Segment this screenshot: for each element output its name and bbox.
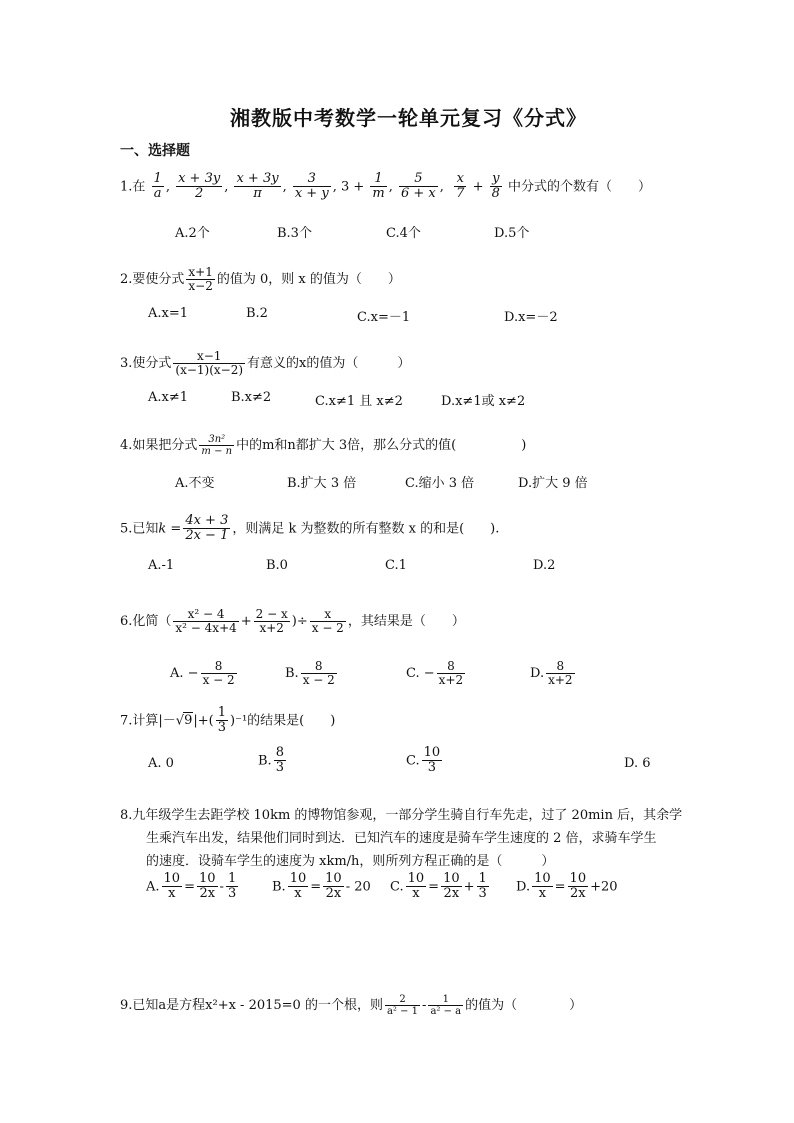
q4-option-d: D.扩大 9 倍 [518, 476, 588, 491]
q6-option-b: B. $\frac{8}{x - 2}$ [285, 659, 335, 688]
q1-frac-4: $\frac{3}{x + y}$ [294, 171, 329, 202]
q7-frac: $\frac{1}{3}$ [217, 705, 227, 736]
q1-option-b: B.3个 [277, 226, 312, 241]
q6-frac-3: $\frac{x}{x - 2}$ [311, 607, 344, 636]
question-6 [120, 608, 465, 635]
q7-option-d: D. 6 [624, 756, 651, 771]
q1-mid: 3 + [340, 179, 365, 195]
q1-frac-5: $\frac{1}{m}$ [372, 171, 385, 202]
q2-frac: $\frac{x+1}{x-2}$ [188, 265, 213, 294]
question-2 [120, 266, 401, 293]
q5-option-c: C.1 [385, 558, 407, 573]
question-8-line-2: 生乘汽车出发，结果他们同时到达．已知汽车的速度是骑车学生速度的 2 倍，求骑车学生 [146, 831, 657, 846]
q6-suffix: ，其结果是（ ） [347, 614, 465, 630]
q5-option-b: B.0 [266, 558, 288, 573]
q6-plus: + [240, 614, 252, 630]
q6-prefix: 6.化简（ [120, 614, 172, 630]
q2-option-b: B.2 [246, 306, 268, 321]
q5-option-d: D.2 [533, 558, 556, 573]
q2-option-d: D.x=－2 [504, 310, 558, 325]
q3-option-a: A.x≠1 [148, 390, 189, 405]
q8-option-b: B. $\frac{10}{x}$ = $\frac{10}{2x}$ - 20 [272, 871, 371, 902]
q3-prefix: 3.使分式 [120, 356, 172, 372]
q7-suffix: 的结果是( ) [247, 713, 336, 729]
question-8-line-1: 8.九年级学生去距学校 10km 的博物馆参观，一部分学生骑自行车先走，过了 20min 后，其余学 [120, 808, 683, 823]
q6-frac-2: $\frac{2 - x}{x+2}$ [255, 607, 288, 636]
q6-option-d: D. $\frac{8}{x+2}$ [530, 659, 573, 688]
q1-option-d: D.5个 [494, 226, 530, 241]
q7-prefix: 7.计算|－ [120, 713, 176, 729]
q4-option-b: B.扩大 3 倍 [287, 476, 357, 491]
q2-prefix: 2.要使分式 [120, 272, 185, 288]
q8-option-d: D. $\frac{10}{x}$ = $\frac{10}{2x}$ +20 [516, 871, 618, 902]
question-7: 7.计算|－√9|+( $\frac{1}{3}$ )⁻¹的结果是( ) [120, 705, 336, 736]
q4-option-a: A.不变 [175, 476, 215, 491]
q4-suffix: 中的m和n都扩大 3倍，那么分式的值( ) [236, 438, 527, 453]
q1-frac-2: $\frac{x + 3y}{2}$ [178, 171, 221, 202]
question-4 [120, 434, 526, 457]
q9-minus: - [422, 998, 427, 1013]
q1-option-a: A.2个 [175, 226, 210, 241]
question-9 [120, 994, 582, 1017]
q7-mid: |+( [193, 713, 214, 729]
question-5 [120, 514, 499, 544]
q7-exp: )⁻¹ [230, 713, 248, 729]
q1-option-c: C.4个 [386, 226, 421, 241]
q7-sqrt: 9 [184, 713, 193, 729]
question-1: 1.在 $\frac{1}{a}$ , $\frac{x + 3y}{2}$ , $\frac{x + 3y}{\pi}$ , $\frac{3}{x + y}$ , 3 + $\frac{1}{m}$ , $\frac{5}{6 + x}$ , $\frac{x}{7}$ + $\frac{y}{8}$ 中分式的个数有（ ） [120, 171, 652, 202]
q3-option-c: C.x≠1 且 x≠2 [315, 394, 403, 409]
q1-frac-1: $\frac{1}{a}$ [153, 171, 162, 202]
q9-suffix: 的值为（ ） [465, 998, 583, 1013]
question-3 [120, 350, 410, 377]
q3-frac: $\frac{x-1}{(x-1)(x-2)}$ [175, 349, 244, 378]
q6-div: )÷ [291, 614, 308, 630]
q1-suffix: 中分式的个数有（ ） [508, 179, 652, 195]
q7-option-b: B. $\frac{8}{3}$ [258, 745, 284, 776]
page-title: 湘教版中考数学一轮单元复习《分式》 [230, 106, 587, 130]
q4-option-c: C.缩小 3 倍 [405, 476, 475, 491]
q9-frac-2: $\frac{1}{\text{a² − a}}$ [430, 994, 462, 1017]
q1-prefix: 1.在 [120, 179, 146, 195]
q2-suffix: 的值为 0，则 x 的值为（ ） [216, 272, 401, 288]
q1-frac-3: $\frac{x + 3y}{\pi}$ [236, 171, 279, 202]
q8-option-a: A. $\frac{10}{x}$ = $\frac{10}{2x}$ - $\frac{1}{3}$ [146, 871, 237, 902]
q3-option-d: D.x≠1或 x≠2 [441, 394, 526, 409]
q5-suffix: ，则满足 k 为整数的所有整数 x 的和是( ). [232, 521, 500, 537]
q2-option-a: A.x=1 [148, 306, 189, 321]
q1-frac-8: $\frac{y}{8}$ [491, 171, 500, 202]
q5-frac: $\frac{4x + 3}{2x - 1}$ [185, 513, 229, 544]
q9-prefix: 9.已知a是方程x²+x - 2015=0 的一个根，则 [120, 998, 383, 1013]
q7-option-c: C. $\frac{10}{3}$ [406, 745, 441, 776]
q4-prefix: 4.如果把分式 [120, 438, 198, 453]
q3-suffix: 有意义的x的值为（ ） [247, 356, 411, 372]
q1-plus: + [472, 179, 484, 195]
question-8-line-3: 的速度．设骑车学生的速度为 xkm/h，则所列方程正确的是（ ） [146, 854, 555, 869]
section-heading: 一、选择题 [120, 143, 190, 159]
q5-prefix: 5.已知 [120, 521, 159, 537]
q7-option-a: A. 0 [148, 756, 174, 771]
q6-frac-1: $\frac{\text{x² − 4}}{\text{x² − 4x+4}}$ [175, 607, 237, 636]
q5-k: k = [158, 521, 182, 537]
q5-option-a: A.-1 [148, 558, 175, 573]
q2-option-c: C.x=－1 [357, 310, 411, 325]
q8-option-c: C. $\frac{10}{x}$ = $\frac{10}{2x}$ + $\frac{1}{3}$ [390, 871, 487, 902]
q9-frac-1: $\frac{2}{\text{a² − 1}}$ [386, 994, 419, 1017]
q4-frac: $\frac{\text{3n²}}{m - n}$ [201, 434, 233, 457]
q1-frac-7: $\frac{x}{7}$ [456, 171, 465, 202]
q1-frac-6: $\frac{5}{6 + x}$ [400, 171, 436, 202]
q3-option-b: B.x≠2 [231, 390, 272, 405]
q6-option-c: C. − $\frac{8}{x+2}$ [406, 659, 464, 688]
q6-option-a: A. − $\frac{8}{x - 2}$ [170, 659, 235, 688]
